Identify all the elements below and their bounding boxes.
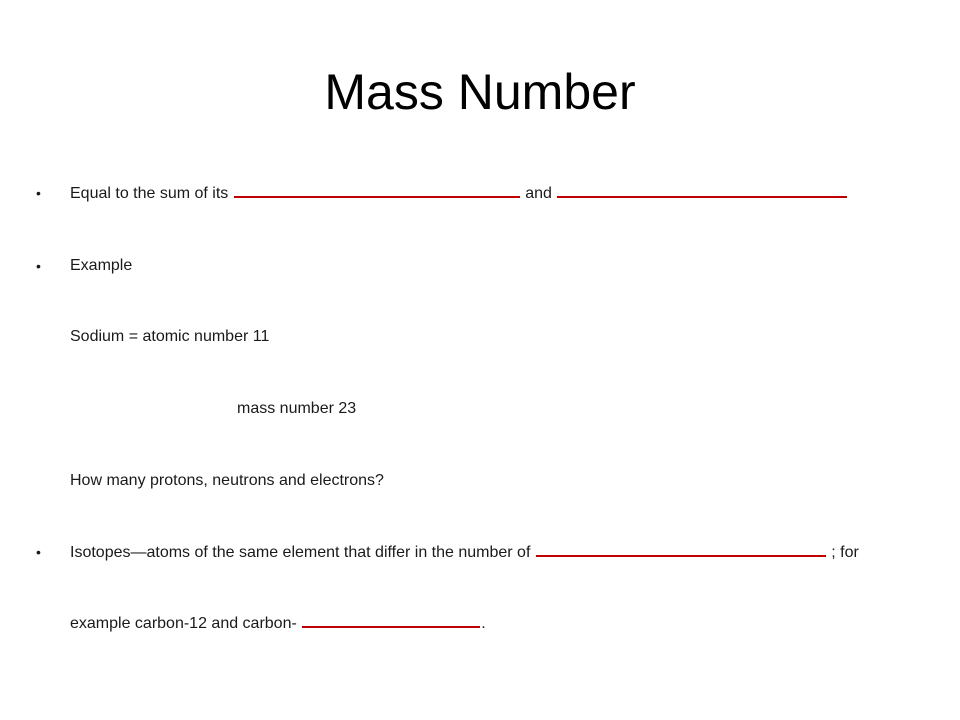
example-text-post: . xyxy=(481,615,486,632)
sodium-mass-number: mass number 23 xyxy=(237,400,357,417)
bullet-marker: • xyxy=(36,185,41,201)
isotopes-text-pre: Isotopes—atoms of the same element that differ in the number of xyxy=(70,544,535,561)
question-line: How many protons, neutrons and electrons? xyxy=(70,472,384,489)
isotopes-definition-line xyxy=(70,541,859,564)
slide-title: Mass Number xyxy=(324,64,636,120)
fill-in-blank-2 xyxy=(557,182,847,198)
sodium-atomic-number: Sodium = atomic number 11 xyxy=(70,328,270,345)
example-heading: Example xyxy=(70,257,133,274)
isotopes-example-line xyxy=(70,612,486,635)
bullet-marker: • xyxy=(36,544,41,560)
isotopes-text-post: ; for xyxy=(826,544,859,561)
example-text-pre: example carbon-12 and carbon- xyxy=(70,615,302,632)
definition-line xyxy=(70,182,848,205)
definition-text-pre: Equal to the sum of its xyxy=(70,185,233,202)
definition-text-mid: and xyxy=(520,185,557,202)
fill-in-blank-3 xyxy=(536,541,826,557)
fill-in-blank-4 xyxy=(302,612,480,628)
fill-in-blank-1 xyxy=(234,182,520,198)
bullet-marker: • xyxy=(36,258,41,274)
